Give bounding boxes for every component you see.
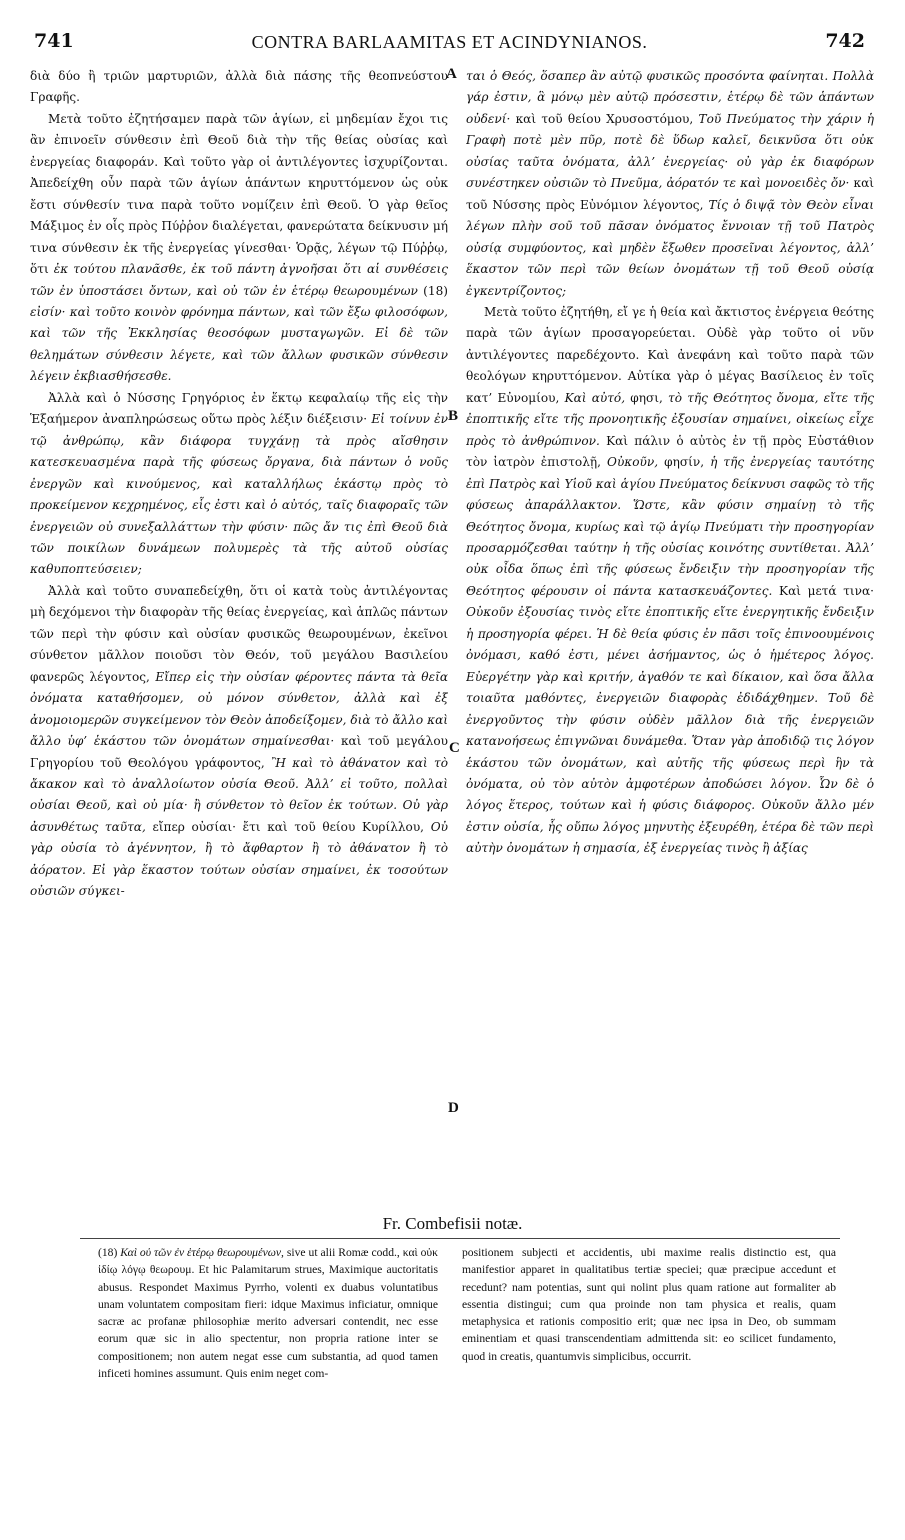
margin-letter-a: A [446,66,457,82]
text-run: Μετὰ τοῦτο ἐζητήθη, εἴ γε ἡ θεία καὶ ἄκτιστος ἐνέργεια θεότης παρὰ τῶν ἁγίων προσαγορεύεται. Οὐδὲ γὰρ τοῦτο οἱ νῦν ἀντιλέγοντες παρεδέχοντο. Καὶ ἀνεφάνη καὶ τοῦτο παρὰ τῶν θεολόγων κηρυττόμενον. Αὐτίκα γὰρ ὁ μέγας Βασίλειος ἐν τοῖς κατ’ Εὐνομίου, [466,304,874,405]
italic-quotation: ἐκ τούτου πλανᾶσθε, ἐκ τοῦ πάντη ἀγνοῆσαι ὅτι αἱ συνθέσεις τῶν ἐν ὑποστάσει ὄντων, καὶ οὐ τῶν ἐν ἑτέρῳ θεωρουμένων [30,262,448,298]
text-run: Καὶ μετά τινα· [772,583,874,598]
text-run: Ἀλλὰ καὶ τοῦτο συναπεδείχθη, ὅτι οἱ κατὰ τοὺς ἀντιλέγοντας μὴ δεχόμενοι τὴν διαφορὰν τῆς θείας ἐνεργείας, καὶ ἁπλῶς πάντων τῶν περὶ τὴν φύσιν καὶ οὐσίαν φυσικῶς θεωρουμένων, ἐκεῖνοι σύνθετον μᾶλλον ποιοῦσι τὸν Θεόν, τοῦ μεγάλου Βασιλείου φανερῶς λέγοντος, [30,583,448,684]
italic-quotation: Καὶ οὐ τῶν ἐν ἑτέρῳ θεωρουμένων, [120,1246,284,1259]
right-column-text [466,66,874,1214]
text-run: positionem subjecti et accidentis, ubi maxime realis distinctio est, qua manifestior apparet in qualitatibus tertiæ speciei; quæ præcipue accedunt et recedunt? nam potentias, sunt qui nolint plus quam ratione aut formaliter ab essentia distingui; cum qua proinde non tam physica et realis, quam metaphysica et rationis compositio erit; quæ nec ipsa in Deo, ob summam eminentiam et quasi transcendentiam admittenda sit: eo scilicet fundamento, quod in creatis, quantumvis simplicibus, occurrit. [462,1246,836,1363]
running-title: CONTRA BARLAAMITAS ET ACINDYNIANOS. [251,32,648,52]
text-run: Μετὰ τοῦτο ἐζητήσαμεν παρὰ τῶν ἁγίων, εἰ μηδεμίαν ἔχοι τις ἂν ἐπινοεῖν σύνθεσιν ἐπὶ Θεοῦ διὰ τὴν τῆς θείας οὐσίας καὶ ἐνεργείας διαφοράν. Καὶ τοῦτο γὰρ οἱ ἀντιλέγοντες ἰσχυρίζονται. Ἀπεδείχθη οὖν παρὰ τῶν ἁγίων ἁπάντων κηρυττόμενον ὡς οὐκ ἔστι σύνθεσίν τινα παρὰ τοῦτο νομίζειν ἐπὶ Θεοῦ. Ὁ γὰρ θεῖος Μάξιμος ἐν οἷς πρὸς Πύῤῥον διαλέγεται, φανερώτατα δείκνυσιν μή τινα σύνθεσιν ἐκ τῆς ἐνεργείας γίνεσθαι· Ὁρᾷς, λέγων τῷ Πύῤῥῳ, ὅτι [30,111,448,277]
text-run: καὶ τοῦ θείου Χρυσοστόμου, [510,111,699,126]
text-run: (18) [417,283,448,298]
italic-quotation: Ἢ καὶ τὸ ἀθάνατον καὶ τὸ ἄκακον καὶ τὸ ἀναλλοίωτον οὐσία Θεοῦ. Ἀλλ’ εἰ τοῦτο, πολλαὶ οὐσίαι Θεοῦ, καὶ οὐ μία· ἢ σύνθετον τὸ θεῖον ἐκ τούτων. Οὐ γὰρ ἀσυνθέτως ταῦτα, [30,755,448,834]
paragraph [466,302,874,860]
paragraph [30,109,448,388]
italic-quotation: Οὐκοῦν, [607,455,659,470]
text-run: sive ut alii Romæ codd., καὶ οὐκ ἰδίῳ λόγῳ θεωρουμ. Et hic Palamitarum strues, Maximique auctoritatis abusus. Respondet Maximus Pyrrho, volenti ex duabus voluntatibus unam voluntatem compositam fieri: idque Maximus inficiatur, omnique sacræ ac profanæ philosophiæ merito adversari contendit, nec esse eorum quæ sic in alio spectentur, non propria ratione inter se compositionem; non autem negat esse cum substantia, ad quod tamen inficeti homines assumunt. Quis enim neget com- [98,1246,438,1381]
italic-quotation: Εἰ τοίνυν ἐν τῷ ἀνθρώπῳ, κἂν διάφορα τυγχάνῃ τὰ πρὸς αἴσθησιν κατεσκευασμένα παρὰ τῆς φύσεως ὄργανα, διὰ πάντων ὁ νοῦς ἐνεργῶν καὶ κινούμενος, καὶ καταλλήλως ἑκάστῳ πρὸς τὸ προκείμενον κεχρημένος, εἷς ἐστι καὶ ὁ αὐτός, ταῖς διαφοραῖς τῶν ἐνεργειῶν οὐ συνεξαλλάττων τὴν φύσιν· πῶς ἄν τις ἐπὶ Θεοῦ διὰ τῶν ποικίλων δυνάμεων πολυμερὲς τὰ τῆς αὐτοῦ οὐσίας καθυποπτεύσειεν; [30,412,448,577]
text-run: (18) [98,1246,121,1259]
italic-quotation: τὸ τῆς Θεότητος ὄνομα, εἴτε τῆς ἐποπτικῆς εἴτε τῆς προνοητικῆς ἐξουσίαν σημαίνει, οἰκείως εἶχε πρὸς τὸ ἀνθρώπινον. [466,390,874,448]
text-run: φησίν, [658,455,711,470]
text-run: Καὶ πάλιν ὁ αὐτὸς ἐν τῇ πρὸς Εὐστάθιον τὸν ἰατρὸν ἐπιστολῇ, [466,433,874,470]
italic-quotation: ἡ τῆς ἐνεργείας ταυτότης ἐπὶ Πατρὸς καὶ Υἱοῦ καὶ ἁγίου Πνεύματος δείκνυσι σαφῶς τὸ τῆς φύσεως ἀπαράλλακτον. Ὥστε, κἂν φύσιν σημαίνῃ τὸ τῆς Θεότητος ὄνομα, κυρίως καὶ τῷ ἁγίῳ Πνεύματι τὴν προσηγορίαν προσαρμόζεσθαι ταύτην ἡ τῆς οὐσίας κοινότης συντίθεται. Ἀλλ’ οὐκ οἶδα ὅπως ἐπὶ τῆς φύσεως ἔνδειξιν τὴν προσηγορίαν τῆς Θεότητος φέρουσιν οἱ πάντα κατασκευάζοντες. [466,455,874,598]
text-run: εἴπερ οὐσίαι· ἔτι καὶ τοῦ θείου Κυρίλλου, [145,819,431,834]
paragraph [30,581,448,903]
page-number-left: 741 [34,30,74,52]
footnote-paragraph [462,1244,836,1365]
italic-quotation: Τοῦ Πνεύματος τὴν χάριν ἡ Γραφὴ ποτὲ μὲν πῦρ, ποτὲ δὲ ὕδωρ καλεῖ, δεικνῦσα ὅτι οὐκ οὐσίας ταῦτα ὀνόματα, ἀλλ’ ἐνεργείας· οὐ γὰρ ἐκ διαφόρων συνέστηκεν οὐσιῶν τὸ Πνεῦμα, ἀόρατόν τε καὶ μονοειδὲς ὄν· [466,111,874,191]
paragraph [30,388,448,581]
footnote-right-column [462,1244,836,1514]
italic-quotation: Εἴπερ εἰς τὴν οὐσίαν φέροντες πάντα τὰ θεῖα ὀνόματα καταθήσομεν, οὐ μόνον σύνθετον, ἀλλὰ καὶ ἐξ ἀνομοιομερῶν συγκείμενον τὸν Θεὸν ἀποδείξομεν, διὰ τὸ ἄλλο καὶ ἄλλο ὑφ’ ἑκάστου τῶν ὀνομάτων σημαίνεσθαι· [30,669,448,749]
margin-letter-d: D [448,1100,459,1116]
left-column-text [30,66,448,1214]
notes-divider [80,1238,840,1239]
text-run: καὶ τοῦ μεγάλου Γρηγορίου τοῦ Θεολόγου γράφοντος, [30,734,448,770]
text-run: Ἀλλὰ καὶ ὁ Νύσσης Γρηγόριος ἐν ἕκτῳ κεφαλαίῳ τῆς εἰς τὴν Ἑξαήμερον ἀναπληρώσεως οὕτω πρὸς λέξιν διέξεισιν· [30,390,448,427]
notes-heading: Fr. Combefisii notæ. [382,1214,523,1233]
margin-letter-c: C [449,740,460,756]
italic-quotation: εἰσίν· καὶ τοῦτο κοινὸν φρόνημα πάντων, καὶ τῶν ἔξω φιλοσόφων, καὶ τῶν τῆς Ἐκκλησίας θεοσόφων μυσταγωγῶν. Εἰ δὲ τῶν θελημάτων σύνθεσιν λέγετε, καὶ τῶν ἄλλων φυσικῶν σύνθεσιν λέγειν ἐκβιασθήσεσθε. [30,304,448,384]
italic-quotation: ται ὁ Θεός, ὅσαπερ ἂν αὐτῷ φυσικῶς προσόντα φαίνηται. Πολλὰ γάρ ἐστιν, ἃ μόνῳ μὲν αὐτῷ πρόσεστιν, ἑτέρῳ δὲ τῶν ἁπάντων οὐδενί· [466,69,874,126]
running-header [34,30,865,60]
italic-quotation: Καὶ αὐτό, [564,390,626,405]
italic-quotation: Οὐκοῦν ἐξουσίας τινὸς εἴτε ἐποπτικῆς εἴτε ἐνεργητικῆς ἔνδειξιν ἡ προσηγορία φέρει. Ἡ δὲ θεία φύσις ἐν πᾶσι τοῖς ἐπινοουμένοις ὀνόμασι, καθό ἐστι, μένει ἀσήμαντος, ὡς ὁ ἡμέτερος λόγος. Εὐεργέτην γὰρ καὶ κριτήν, ἀγαθόν τε καὶ δίκαιον, καὶ ὅσα ἄλλα τοιαῦτα μαθόντες, ἐνεργειῶν διαφορὰς ἐδιδάχθημεν. Τοῦ δὲ ἐνεργοῦντος τὴν φύσιν οὐδὲν μᾶλλον διὰ τῆς ἐνεργειῶν κατανοήσεως ἐπιγνῶναι δυνάμεθα. Ὅταν γὰρ ἀποδιδῷ τις λόγον ἑκάστου τῶν ὀνομάτων, καὶ αὐτῆς τῆς φύσεως περὶ ἣν τὰ ὀνόματα, οὐ τὸν αὐτὸν ἀμφοτέρων ἀποδώσει λόγον. Ὧν δὲ ὁ λόγος ἕτερος, τούτων καὶ ἡ φύσις διάφορος. Οὐκοῦν ἄλλο μέν ἐστιν οὐσία, ἧς οὔπω λόγος μηνυτὴς ἐξευρέθη, ἑτέρα δὲ τῶν περὶ αὐτὴν ὀνομάτων ἡ σημασία, ἐξ ἐνεργείας τινὸς ἢ ἀξίας [466,605,874,856]
paragraph [466,66,874,302]
text-run: φησι, [625,390,669,405]
margin-letter-b: B [448,408,459,424]
paragraph [30,66,448,109]
footnote-paragraph [98,1244,438,1382]
italic-quotation: Τίς ὁ διψᾷ τὸν Θεὸν εἶναι λέγων πλὴν σοῦ τοῦ πᾶσαν ὀνόματος ἔννοιαν τῇ τοῦ Πατρὸς οὐσίᾳ συμφύοντος, καὶ μηδὲν ἔξωθεν προσεῖναι λέγοντος, ἀλλ’ ἕκαστον τῶν περὶ τῶν θείων ὀνομάτων τῇ τοῦ Θεοῦ οὐσίᾳ ἐγκεντρίζοντος; [466,197,874,298]
page-number-right: 742 [825,30,865,52]
italic-quotation: Οὐ γὰρ οὐσία τὸ ἀγέννητον, ἢ τὸ ἄφθαρτον ἢ τὸ ἀθάνατον ἢ τὸ ἀόρατον. Εἰ γὰρ ἕκαστον τούτων οὐσίαν σημαίνει, ἐκ τοσούτων οὐσιῶν σύγκει- [30,819,448,899]
footnote-left-column [98,1244,438,1514]
text-run: διὰ δύο ἢ τριῶν μαρτυριῶν, ἀλλὰ διὰ πάσης τῆς θεοπνεύστου Γραφῆς. [30,69,448,105]
text-run: καὶ τοῦ Νύσσης πρὸς Εὐνόμιον λέγοντος, [466,176,874,212]
